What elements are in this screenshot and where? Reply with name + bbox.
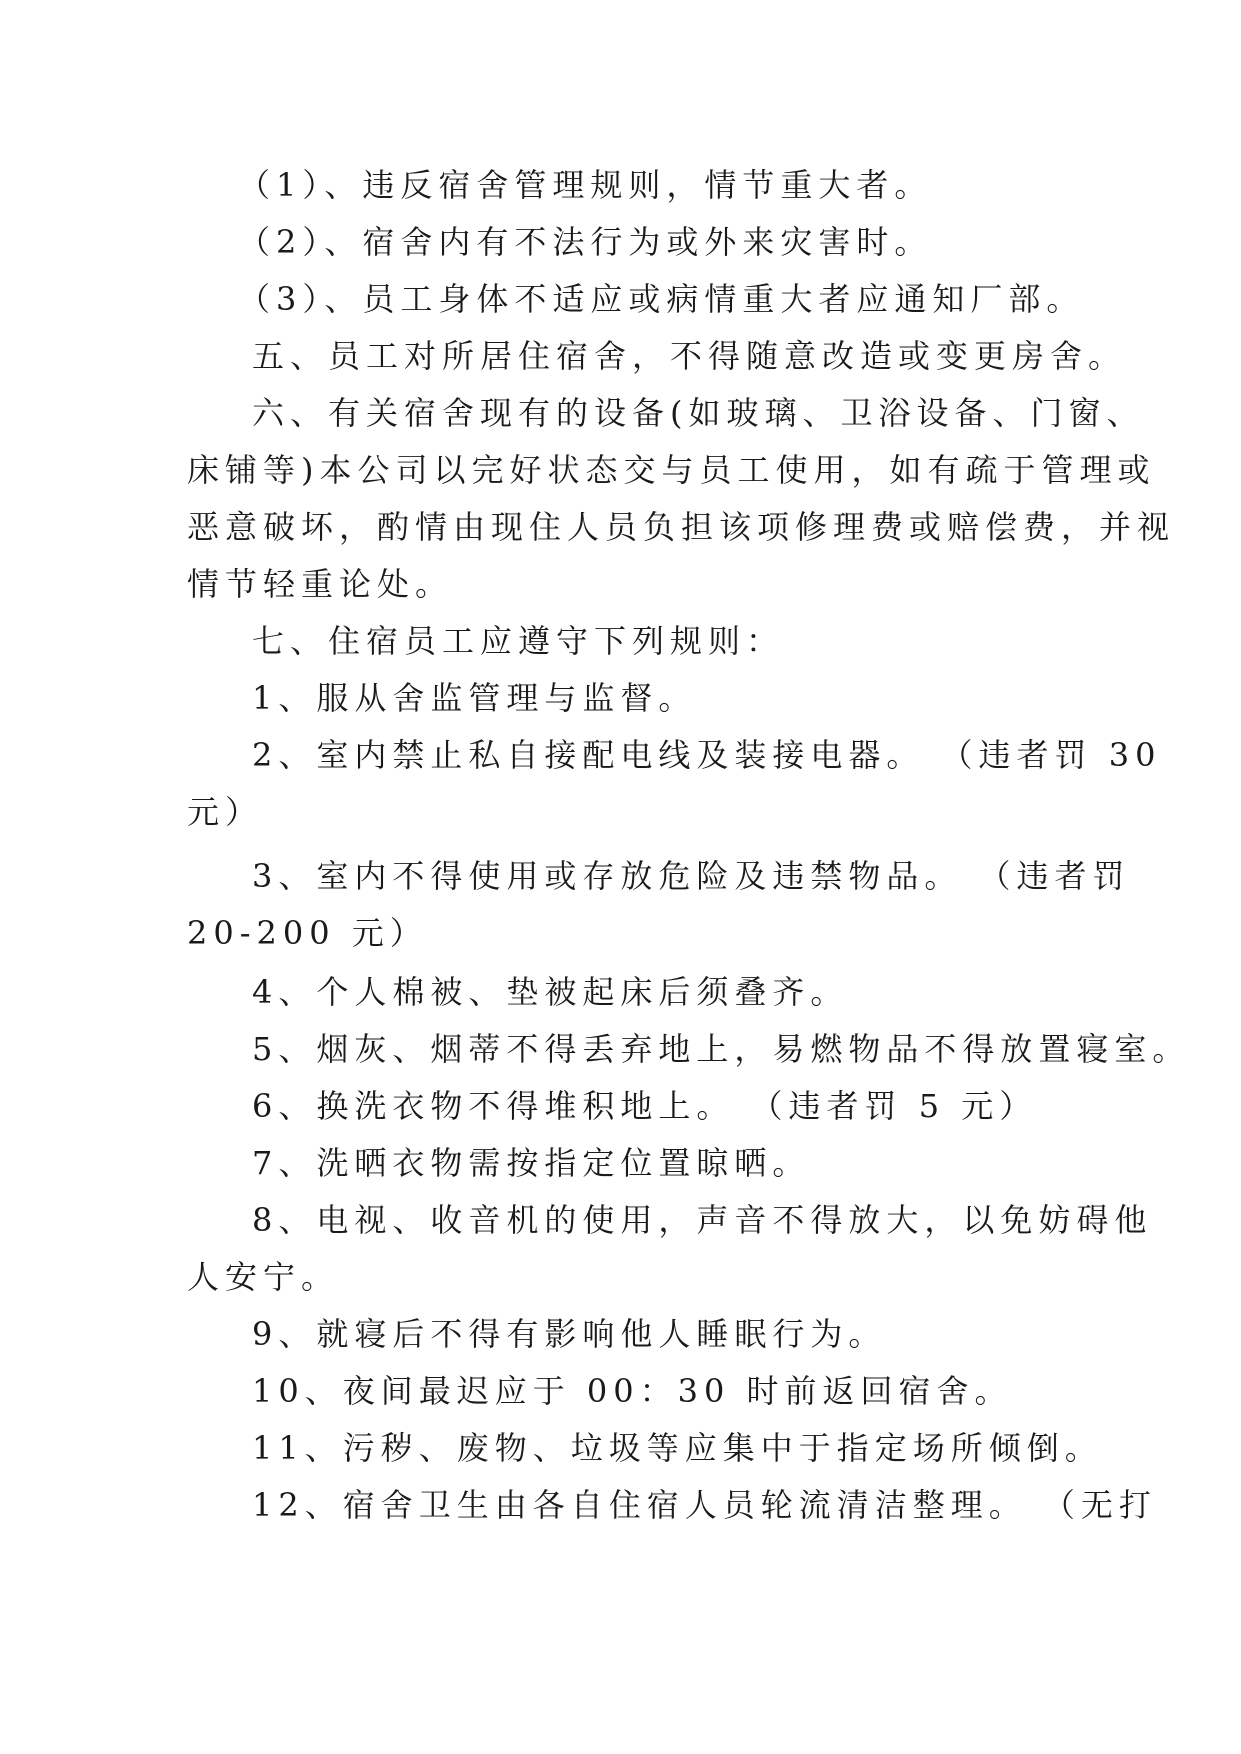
rule-5: 5、烟灰、烟蒂不得丢弃地上，易燃物品不得放置寝室。 — [252, 1030, 1191, 1068]
clause-6-line-3: 恶意破坏，酌情由现住人员负担该项修理费或赔偿费，并视 — [187, 508, 1176, 546]
clause-6-line-1: 六、有关宿舍现有的设备(如玻璃、卫浴设备、门窗、 — [252, 394, 1145, 432]
rule-3-line-2: 20-200 元） — [187, 914, 428, 952]
rule-9: 9、就寝后不得有影响他人睡眠行为。 — [252, 1315, 887, 1353]
clause-4-item-1: （1）、违反宿舍管理规则，情节重大者。 — [238, 166, 933, 204]
clause-5: 五、员工对所居住宿舍，不得随意改造或变更房舍。 — [252, 337, 1127, 375]
rule-2-line-1: 2、室内禁止私自接配电线及装接电器。 （违者罚 30 — [252, 736, 1162, 774]
clause-7-heading: 七、住宿员工应遵守下列规则： — [252, 622, 785, 660]
clause-4-item-2: （2）、宿舍内有不法行为或外来灾害时。 — [238, 223, 933, 261]
rule-3-line-1: 3、室内不得使用或存放危险及违禁物品。 （违者罚 — [252, 857, 1131, 895]
rule-8-line-1: 8、电视、收音机的使用，声音不得放大，以免妨碍他 — [252, 1201, 1153, 1239]
clause-6-line-2: 床铺等)本公司以完好状态交与员工使用，如有疏于管理或 — [187, 451, 1156, 489]
rule-2-line-2: 元） — [187, 793, 264, 831]
rule-4: 4、个人棉被、垫被起床后须叠齐。 — [252, 973, 849, 1011]
clause-4-item-3: （3）、员工身体不适应或病情重大者应通知厂部。 — [238, 280, 1085, 318]
rule-6: 6、换洗衣物不得堆积地上。 （违者罚 5 元） — [252, 1087, 1038, 1125]
rule-1: 1、服从舍监管理与监督。 — [252, 679, 697, 717]
clause-6-line-4: 情节轻重论处。 — [187, 565, 454, 603]
rule-12-line-1: 12、宿舍卫生由各自住宿人员轮流清洁整理。 （无打 — [252, 1486, 1157, 1524]
rule-7: 7、洗晒衣物需按指定位置晾晒。 — [252, 1144, 811, 1182]
rule-10: 10、夜间最迟应于 00：30 时前返回宿舍。 — [252, 1372, 1013, 1410]
rule-11: 11、污秽、废物、垃圾等应集中于指定场所倾倒。 — [252, 1429, 1103, 1467]
rule-8-line-2: 人安宁。 — [187, 1258, 340, 1296]
